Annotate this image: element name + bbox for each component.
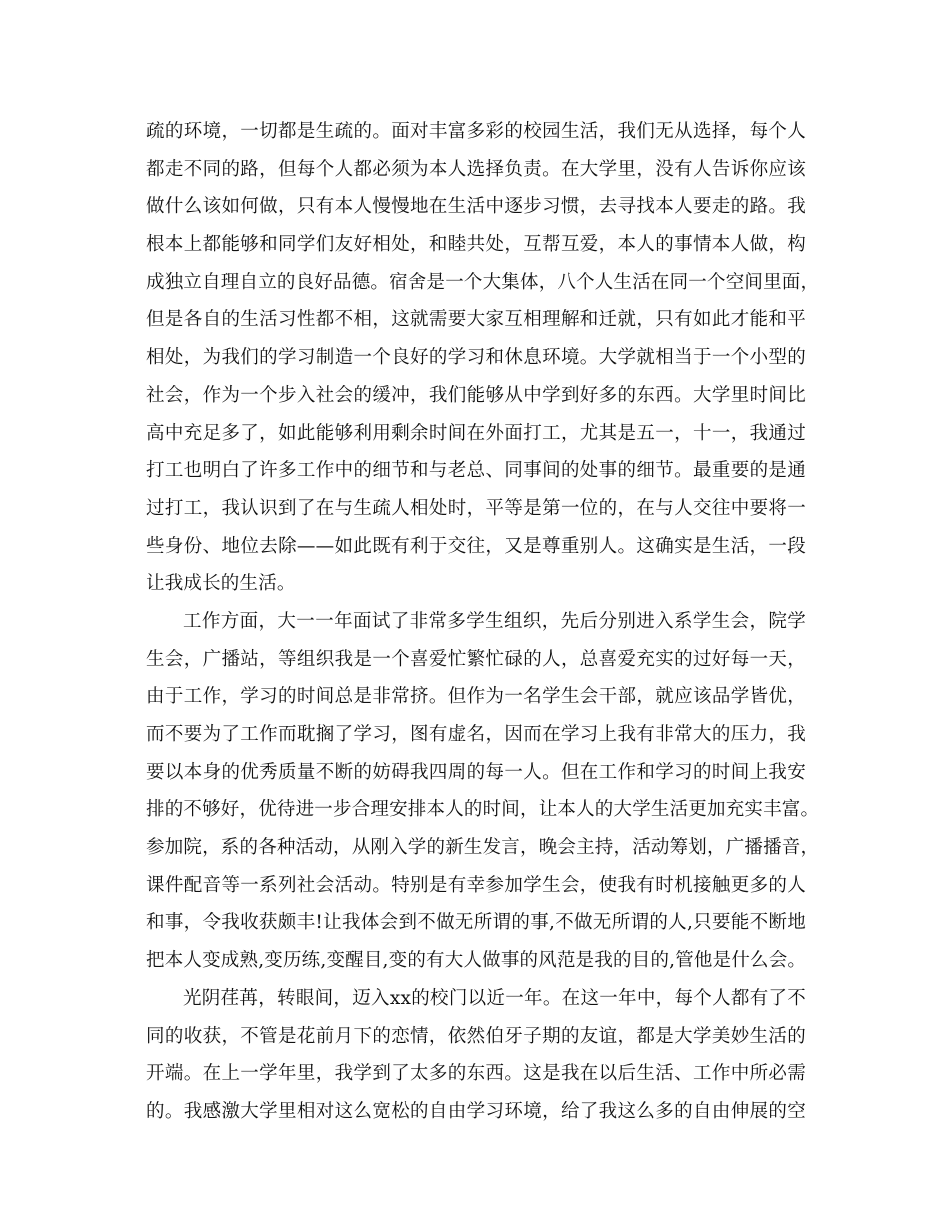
text-line: 打工也明白了许多工作中的细节和与老总、同事间的处事的细节。最重要的是通 (146, 460, 806, 482)
text-line: 社会，作为一个步入社会的缓冲，我们能够从中学到好多的东西。大学里时间比 (146, 384, 806, 406)
text-line: 同的收获，不管是花前月下的恋情，依然伯牙子期的友谊，都是大学美妙生活的 (146, 1025, 806, 1047)
text-line: 根本上都能够和同学们友好相处，和睦共处，互帮互爱，本人的事情本人做，构 (146, 234, 806, 256)
text-line: 由于工作，学习的时间总是非常挤。但作为一名学生会干部，就应该品学皆优， (146, 686, 806, 708)
text-line: 些身份、地位去除——如此既有利于交往，又是尊重别人。这确实是生活，一段 (146, 535, 806, 557)
text-line: 成独立自理自立的良好品德。宿舍是一个大集体，八个人生活在同一个空间里面， (146, 271, 820, 293)
text-line: 和事，令我收获颇丰!让我体会到不做无所谓的事,不做无所谓的人,只要能不断地 (146, 912, 806, 934)
text-line: 过打工，我认识到了在与生疏人相处时，平等是第一位的，在与人交往中要将一 (146, 497, 806, 519)
text-line: 相处，为我们的学习制造一个良好的学习和休息环境。大学就相当于一个小型的 (146, 347, 806, 369)
text-line: 生会，广播站，等组织我是一个喜爱忙繁忙碌的人，总喜爱充实的过好每一天， (146, 648, 806, 670)
paragraph-start-line: 工作方面，大一一年面试了非常多学生组织，先后分别进入系学生会，院学 (183, 610, 806, 632)
text-line: 要以本身的优秀质量不断的妨碍我四周的每一人。但在工作和学习的时间上我安 (146, 761, 806, 783)
text-line: 做什么该如何做，只有本人慢慢地在生活中逐步习惯，去寻找本人要走的路。我 (146, 196, 806, 218)
text-line: 参加院，系的各种活动，从刚入学的新生发言，晚会主持，活动筹划，广播播音， (146, 837, 820, 859)
text-line: 疏的环境，一切都是生疏的。面对丰富多彩的校园生活，我们无从选择，每个人 (146, 121, 806, 142)
text-line: 开端。在上一学年里，我学到了太多的东西。这是我在以后生活、工作中所必需 (146, 1063, 806, 1085)
text-line: 课件配音等一系列社会活动。特别是有幸参加学生会，使我有时机接触更多的人 (146, 874, 806, 896)
text-line: 的。我感激大学里相对这么宽松的自由学习环境，给了我这么多的自由伸展的空 (146, 1100, 806, 1122)
text-line: 让我成长的生活。 (146, 573, 296, 595)
text-line: 而不要为了工作而耽搁了学习，图有虚名，因而在学习上我有非常大的压力，我 (146, 724, 806, 745)
text-line: 都走不同的路，但每个人都必须为本人选择负责。在大学里，没有人告诉你应该 (146, 158, 806, 180)
text-line: 但是各自的生活习性都不相，这就需要大家互相理解和迁就，只有如此才能和平 (146, 309, 806, 331)
body-text (146, 113, 820, 1131)
text-line: 排的不够好，优待进一步合理安排本人的时间，让本人的大学生活更加充实丰富。 (146, 799, 820, 821)
text-line: 高中充足多了，如此能够利用剩余时间在外面打工，尤其是五一，十一，我通过 (146, 422, 806, 444)
paragraph-start-line: 光阴荏苒，转眼间，迈入xx的校门以近一年。在这一年中，每个人都有了不 (183, 987, 806, 1009)
text-line: 把本人变成熟,变历练,变醒目,变的有大人做事的风范是我的目的,管他是什么会。 (146, 950, 807, 972)
